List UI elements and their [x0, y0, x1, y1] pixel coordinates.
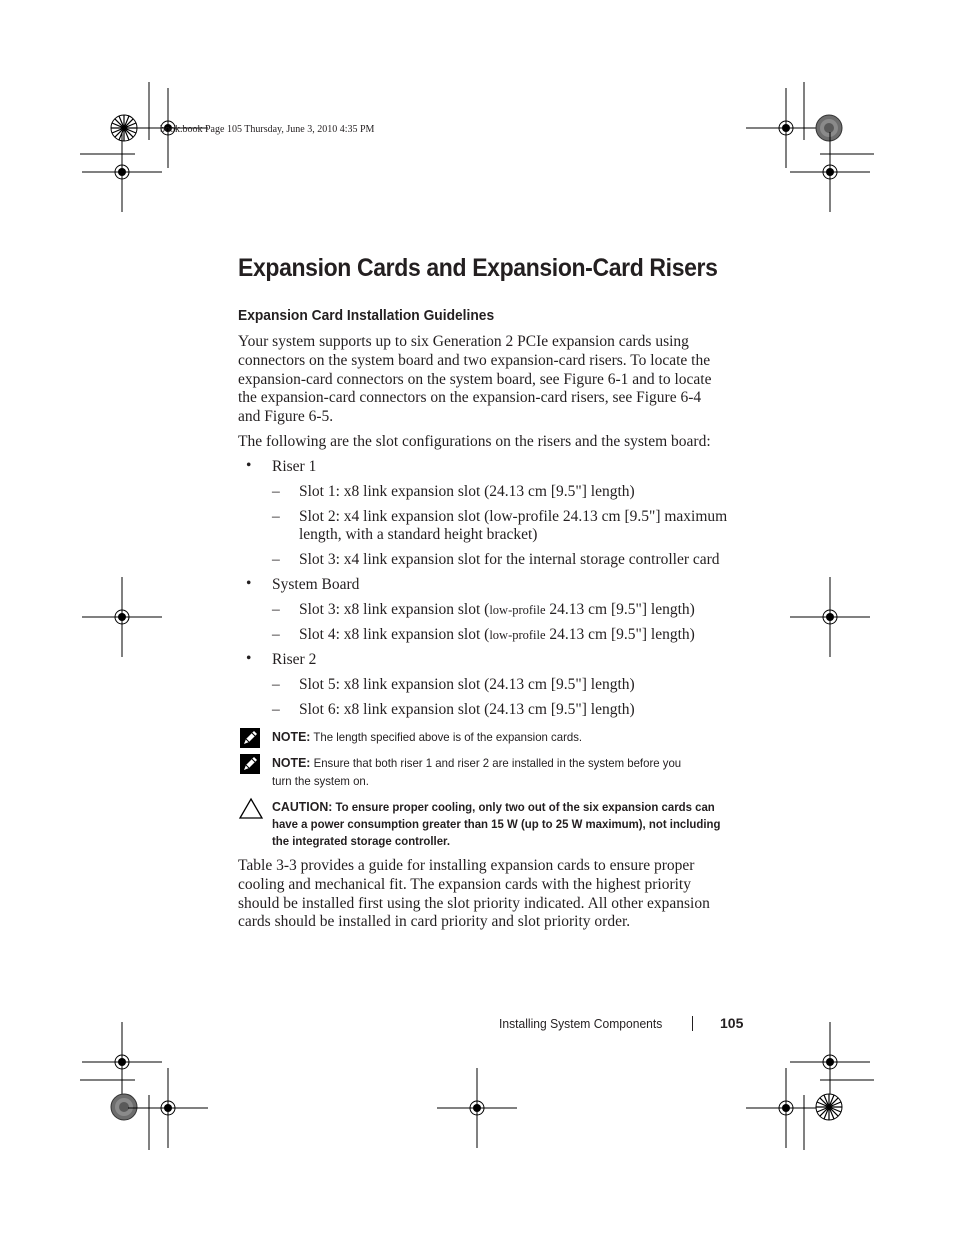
dash-icon: –: [272, 701, 280, 718]
note-2: [272, 754, 719, 790]
intro-line: expansion-card connectors on the system board, see Figure 6-1 and to locate: [238, 370, 712, 388]
intro-line: the expansion-card connectors on the expansion-card risers, see Figure 6-4: [238, 389, 702, 407]
note-pencil-icon: [239, 753, 261, 775]
bullet-icon: •: [246, 457, 252, 474]
caution-label: CAUTION:: [272, 799, 333, 814]
note-pencil-icon: [239, 727, 261, 749]
dash-icon: –: [272, 551, 280, 568]
dash-icon: –: [272, 676, 280, 693]
slot-4-low-profile: low-profile: [489, 628, 546, 642]
bullet-icon: •: [246, 575, 252, 592]
slot-config-intro: The following are the slot configurations on the risers and the system board:: [238, 433, 711, 450]
closing-line: Table 3-3 provides a guide for installing expansion cards to ensure proper: [238, 857, 695, 874]
slot-2-line: Slot 2: x4 link expansion slot (low-profile 24.13 cm [9.5"] maximum: [299, 508, 728, 525]
note-text: Ensure that both riser 1 and riser 2 are installed in the system before you: [310, 756, 682, 770]
intro-line: Your system supports up to six Generation 2 PCIe expansion cards using: [238, 333, 689, 350]
intro-paragraph: [238, 333, 738, 427]
closing-line: should be installed first using the slot priority indicated. All other expansion: [238, 894, 710, 912]
closing-paragraph: [238, 857, 738, 932]
caution-triangle-icon: [238, 797, 264, 821]
slot-4: [299, 626, 695, 644]
note-1: [272, 728, 719, 746]
slot-6: Slot 6: x8 link expansion slot (24.13 cm [9.5"] length): [299, 701, 635, 718]
footer-divider: [692, 1016, 693, 1031]
section-heading: Expansion Card Installation Guidelines: [238, 307, 495, 324]
slot-2-line: length, with a standard height bracket): [299, 526, 538, 543]
intro-line: and Figure 6-5.: [238, 408, 334, 426]
closing-line: cards should be installed in card priority and slot priority order.: [238, 913, 631, 931]
group-system-board: System Board: [272, 576, 360, 593]
slot-3-riser: Slot 3: x4 link expansion slot for the internal storage controller card: [299, 551, 720, 568]
slot-1: Slot 1: x8 link expansion slot (24.13 cm [9.5"] length): [299, 483, 635, 500]
note-label: NOTE:: [272, 755, 311, 770]
group-riser-1: Riser 1: [272, 458, 317, 475]
caution-text: the integrated storage controller.: [272, 834, 451, 848]
slot-3-low-profile: low-profile: [489, 603, 546, 617]
page-title: Expansion Cards and Expansion-Card Risers: [238, 254, 718, 282]
footer-section: Installing System Components: [499, 1016, 663, 1031]
closing-line: cooling and mechanical fit. The expansion cards with the highest priority: [238, 875, 691, 893]
page-number: 105: [720, 1015, 744, 1031]
dash-icon: –: [272, 508, 280, 525]
slot-3-length: 24.13 cm [9.5"] length): [545, 601, 695, 618]
slot-3-board: [299, 601, 695, 619]
caution-text: To ensure proper cooling, only two out of the six expansion cards can: [332, 800, 715, 814]
group-riser-2: Riser 2: [272, 651, 317, 668]
note-text: turn the system on.: [272, 774, 369, 788]
slot-5: Slot 5: x8 link expansion slot (24.13 cm [9.5"] length): [299, 676, 635, 693]
slot-3-text: Slot 3: x8 link expansion slot (: [299, 601, 490, 618]
note-text: The length specified above is of the expansion cards.: [310, 730, 583, 744]
slot-4-length: 24.13 cm [9.5"] length): [545, 626, 695, 643]
dash-icon: –: [272, 626, 280, 643]
caution: [272, 798, 719, 850]
intro-line: connectors on the system board and two expansion-card risers. To locate the: [238, 351, 711, 369]
slot-4-text: Slot 4: x8 link expansion slot (: [299, 626, 490, 643]
dash-icon: –: [272, 601, 280, 618]
note-label: NOTE:: [272, 729, 311, 744]
caution-text: have a power consumption greater than 15 W (up to 25 W maximum), not including: [272, 817, 721, 831]
book-info-header: book.book Page 105 Thursday, June 3, 2010 4:35 PM: [160, 124, 375, 135]
dash-icon: –: [272, 483, 280, 500]
slot-2: [299, 508, 727, 544]
bullet-icon: •: [246, 650, 252, 667]
